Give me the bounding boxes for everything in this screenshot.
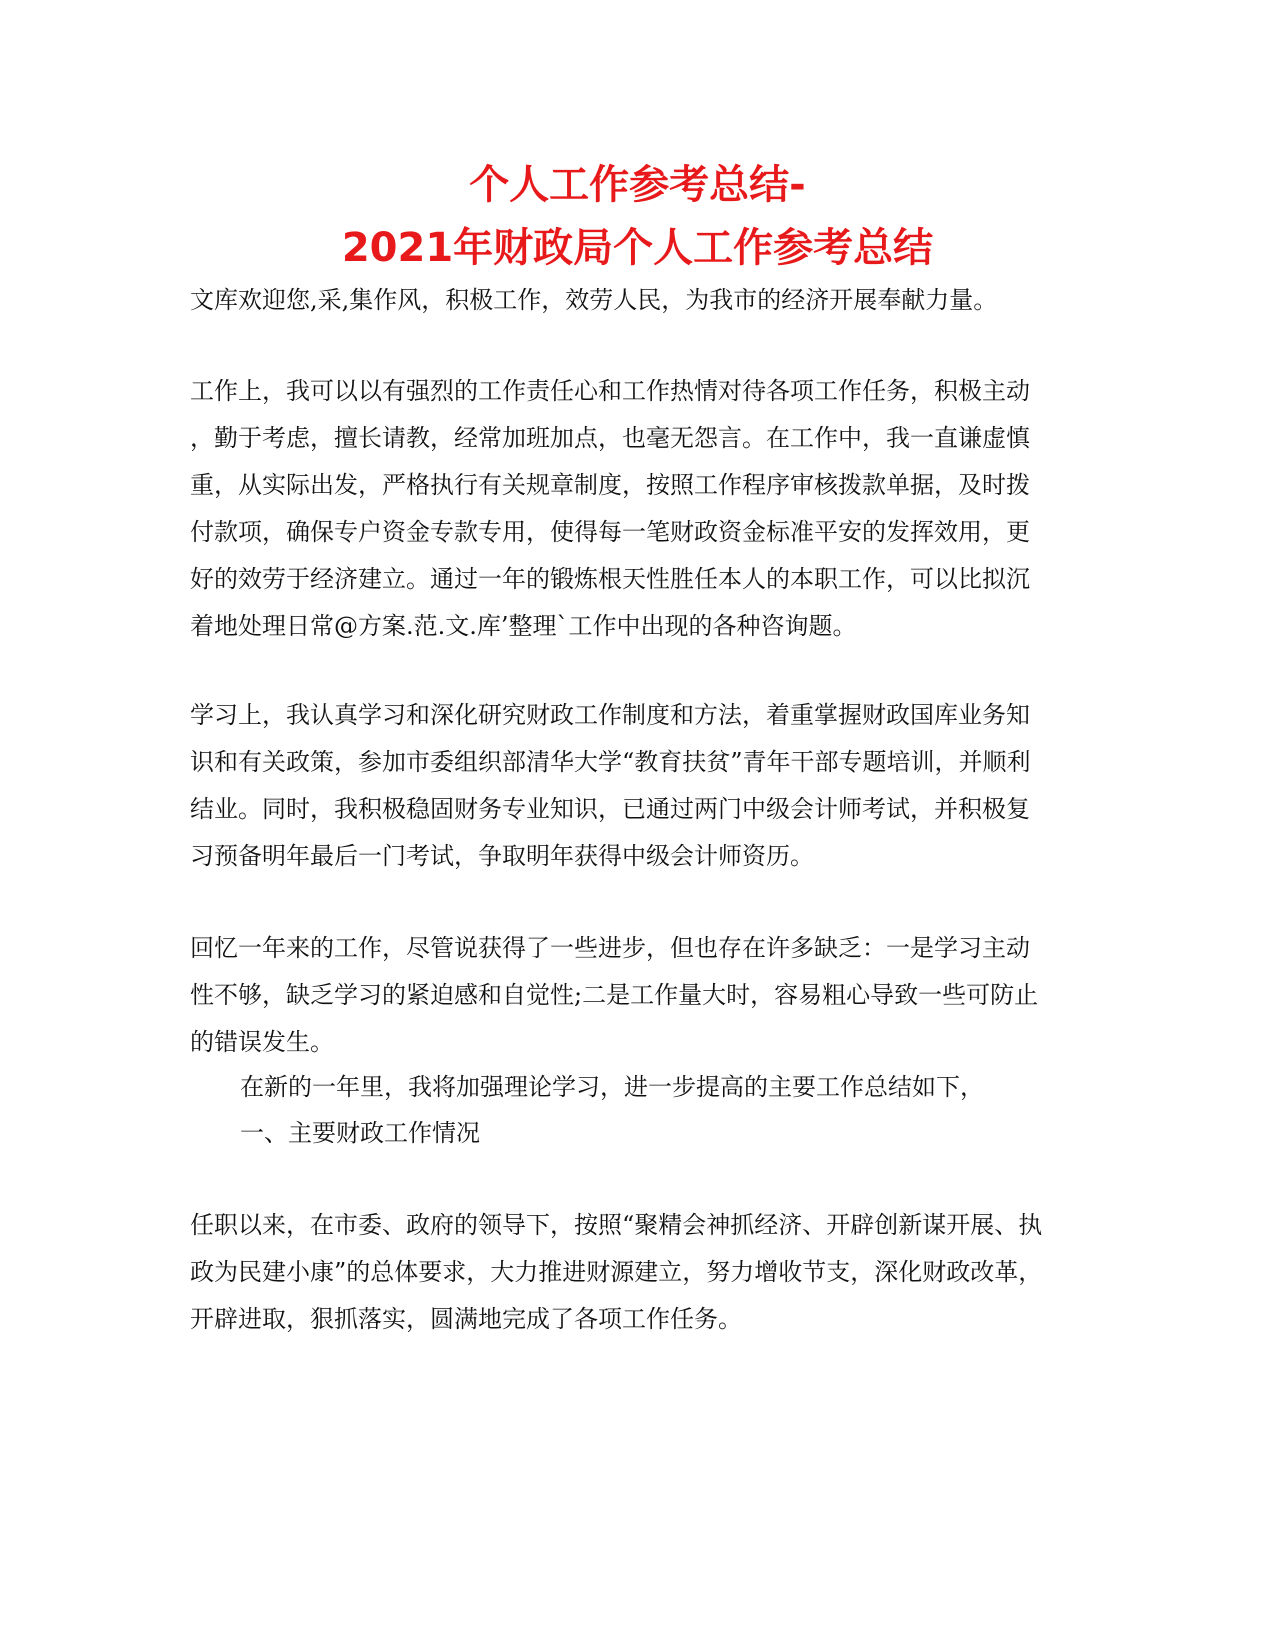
paragraph-line: 的错误发生。	[190, 1028, 334, 1056]
tenure-paragraph	[190, 1202, 1070, 1343]
paragraph-line: 性不够，缺乏学习的紧迫感和自觉性;二是工作量大时，容易粗心导致一些可防止	[190, 981, 1039, 1009]
study-paragraph	[190, 692, 1070, 880]
paragraph-line: 结业。同时，我积极稳固财务专业知识，已通过两门中级会计师考试，并积极复	[190, 795, 1030, 823]
title-text: 年财政局个人工作参考总结	[453, 225, 934, 271]
document-title-line-1: 个人工作参考总结-	[469, 162, 806, 208]
work-paragraph	[190, 368, 1070, 650]
title-year: 2021	[341, 225, 454, 271]
paragraph-line: 工作上，我可以以有强烈的工作责任心和工作热情对待各项工作任务，积极主动	[190, 377, 1030, 405]
review-paragraph	[190, 925, 1070, 1066]
paragraph-line: 开辟进取，狠抓落实，圆满地完成了各项工作任务。	[190, 1305, 742, 1333]
paragraph-line: 回忆一年来的工作，尽管说获得了一些进步，但也存在许多缺乏：一是学习主动	[190, 934, 1030, 962]
paragraph-line: 好的效劳于经济建立。通过一年的锻炼根天性胜任本人的本职工作，可以比拟沉	[190, 565, 1030, 593]
section-heading: 一、主要财政工作情况	[240, 1119, 480, 1147]
paragraph-line: 任职以来，在市委、政府的领导下，按照“聚精会神抓经济、开辟创新谋开展、执	[190, 1211, 1043, 1239]
paragraph-line: 习预备明年最后一门考试，争取明年获得中级会计师资历。	[190, 842, 814, 870]
paragraph-line: 着地处理日常@方案.范.文.库’整理`工作中出现的各种咨询题。	[190, 612, 857, 640]
paragraph-line: 识和有关政策，参加市委组织部清华大学“教育扶贫”青年干部专题培训，并顺利	[190, 748, 1031, 776]
plan-paragraph: 在新的一年里，我将加强理论学习，进一步提高的主要工作总结如下，	[240, 1073, 984, 1101]
intro-paragraph: 文库欢迎您,采,集作风，积极工作，效劳人民，为我市的经济开展奉献力量。	[190, 286, 998, 314]
paragraph-line: 学习上，我认真学习和深化研究财政工作制度和方法，着重掌握财政国库业务知	[190, 701, 1030, 729]
paragraph-line: ，勤于考虑，擅长请教，经常加班加点，也毫无怨言。在工作中，我一直谦虚慎	[190, 424, 1030, 452]
document-title-line-2	[0, 223, 1275, 273]
paragraph-line: 付款项，确保专户资金专款专用，使得每一笔财政资金标准平安的发挥效用，更	[190, 518, 1030, 546]
paragraph-line: 重，从实际出发，严格执行有关规章制度，按照工作程序审核拨款单据，及时拨	[190, 471, 1030, 499]
paragraph-line: 政为民建小康”的总体要求，大力推进财源建立，努力增收节支，深化财政改革，	[190, 1258, 1043, 1286]
